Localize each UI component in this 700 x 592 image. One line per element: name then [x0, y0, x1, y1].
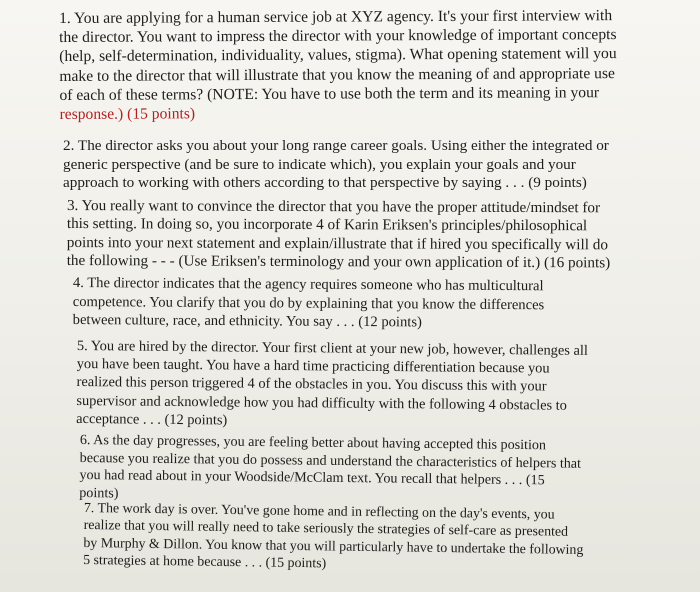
- question-line: supervisor and acknowledge how you had difficulty with the following 4 obstacles to: [76, 392, 567, 414]
- question-line: 3. You really want to convince the director that you have the proper attitude/mindset for: [66, 197, 601, 217]
- question-line: between culture, race, and ethnicity. You say . . . (12 points): [72, 312, 422, 331]
- question-line: (help, self-determination, individuality, values, stigma). What opening statement will you: [59, 45, 617, 66]
- question-line: this setting. In doing so, you incorporate 4 of Karin Eriksen's principles/philosophical: [66, 215, 588, 235]
- question-line: acceptance . . . (12 points): [76, 410, 228, 429]
- question-line: points into your next statement and explain/illustrate that if hired you specifically will do: [66, 233, 608, 254]
- question-line: of each of these terms? (NOTE: You have to use both the term and its meaning in your: [59, 83, 600, 104]
- question-line: response.) (15 points): [59, 105, 196, 124]
- question-line: because you realize that you do possess and understand the characteristics of helpers that: [79, 449, 582, 472]
- question-line: 2. The director asks you about your long range career goals. Using either the integrated or: [63, 137, 609, 154]
- question-line: make to the director that will illustrate that you know the meaning of and appropriate use: [59, 64, 615, 85]
- question-line: 4. The director indicates that the agency requires someone who has multicultural: [72, 274, 544, 295]
- question-line: realized this person triggered 4 of the obstacles in you. You discuss this with your: [76, 374, 547, 395]
- question-4: [73, 274, 545, 333]
- question-1: [59, 6, 617, 124]
- question-line: you have been taught. You have a hard time practicing differentiation because you: [76, 356, 550, 377]
- question-line: points): [79, 484, 119, 502]
- question-line: the director. You want to impress the director with your knowledge of important concepts: [59, 26, 617, 47]
- question-6: [79, 432, 581, 508]
- question-line: you had read about in your Woodside/McClam text. You recall that helpers . . . (15: [79, 467, 545, 489]
- question-line: generic perspective (and be sure to indicate which), you explain your goals and your: [63, 155, 576, 173]
- question-line: 6. As the day progresses, you are feeling better about having accepted this position: [79, 432, 547, 454]
- question-7: [83, 500, 584, 576]
- question-5: [76, 337, 588, 433]
- question-3: [67, 197, 611, 273]
- question-line: by Murphy & Dillon. You know that you will particularly have to undertake the following: [83, 535, 584, 558]
- question-2: [63, 137, 609, 193]
- question-line: the following - - - (Use Eriksen's terminology and your own application of it.) (16 points): [66, 252, 611, 272]
- question-line: 1. You are applying for a human service job at XYZ agency. It's your first interview with: [59, 7, 613, 27]
- question-line: approach to working with others according to that perspective by saying . . . (9 points): [63, 174, 587, 191]
- question-line: realize that you will really need to take seriously the strategies of self-care as presented: [83, 518, 569, 541]
- question-line: 5 strategies at home because . . . (15 points): [83, 552, 327, 572]
- question-line: 7. The work day is over. You've gone home and in reflecting on the day's events, you: [83, 500, 555, 523]
- question-line: competence. You clarify that you do by explaining that you know the differences: [72, 293, 545, 313]
- question-line: 5. You are hired by the director. Your first client at your new job, however, challenges all: [76, 337, 588, 359]
